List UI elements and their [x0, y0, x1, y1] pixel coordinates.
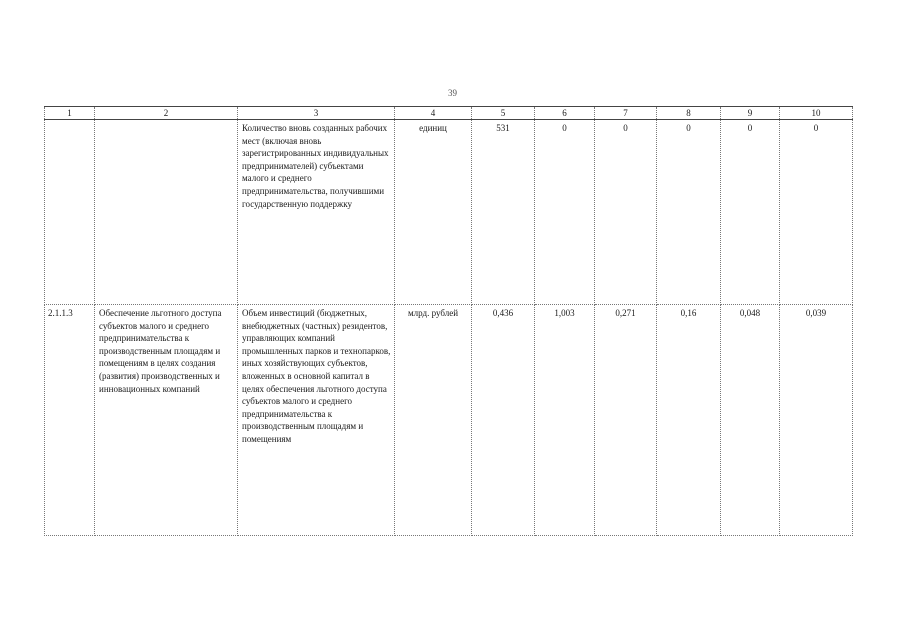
cell-code: 2.1.1.3 [45, 305, 95, 536]
cell-code [45, 120, 95, 305]
cell-unit: единиц [395, 120, 472, 305]
cell-value-6: 1,003 [535, 305, 595, 536]
cell-value-10: 0,039 [780, 305, 853, 536]
column-header: 2 [95, 107, 238, 120]
cell-activity: Обеспечение льготного доступа субъектов малого и среднего предпринимательства к производственным площадям и помещениям в целях создания (развития) производственных и инновационных компаний [95, 305, 238, 536]
cell-activity [95, 120, 238, 305]
table-header-row [45, 107, 853, 120]
column-header: 5 [472, 107, 535, 120]
table-row [45, 305, 853, 536]
cell-value-9: 0,048 [721, 305, 780, 536]
cell-value-9: 0 [721, 120, 780, 305]
column-header: 10 [780, 107, 853, 120]
column-header: 8 [657, 107, 721, 120]
column-header: 6 [535, 107, 595, 120]
column-header: 7 [595, 107, 657, 120]
cell-value-10: 0 [780, 120, 853, 305]
cell-value-6: 0 [535, 120, 595, 305]
column-header: 1 [45, 107, 95, 120]
cell-value-8: 0 [657, 120, 721, 305]
data-table [44, 106, 853, 536]
column-header: 9 [721, 107, 780, 120]
cell-value-5: 531 [472, 120, 535, 305]
cell-unit: млрд. рублей [395, 305, 472, 536]
cell-value-7: 0 [595, 120, 657, 305]
column-header: 4 [395, 107, 472, 120]
cell-value-8: 0,16 [657, 305, 721, 536]
page-number: 39 [448, 88, 457, 98]
cell-indicator: Количество вновь созданных рабочих мест (включая вновь зарегистрированных индивидуальных предпринимателей) субъектами малого и среднего предпринимательства, получившими государственную поддержку [238, 120, 395, 305]
cell-indicator: Объем инвестиций (бюджетных, внебюджетных (частных) резидентов, управляющих компаний промышленных парков и технопарков, иных хозяйствующих субъектов, вложенных в основной капитал в целях обеспечения льготного доступа субъектов малого и среднего предпринимательства к производственным площадям и помещениям [238, 305, 395, 536]
cell-value-7: 0,271 [595, 305, 657, 536]
table-row [45, 120, 853, 305]
column-header: 3 [238, 107, 395, 120]
cell-value-5: 0,436 [472, 305, 535, 536]
